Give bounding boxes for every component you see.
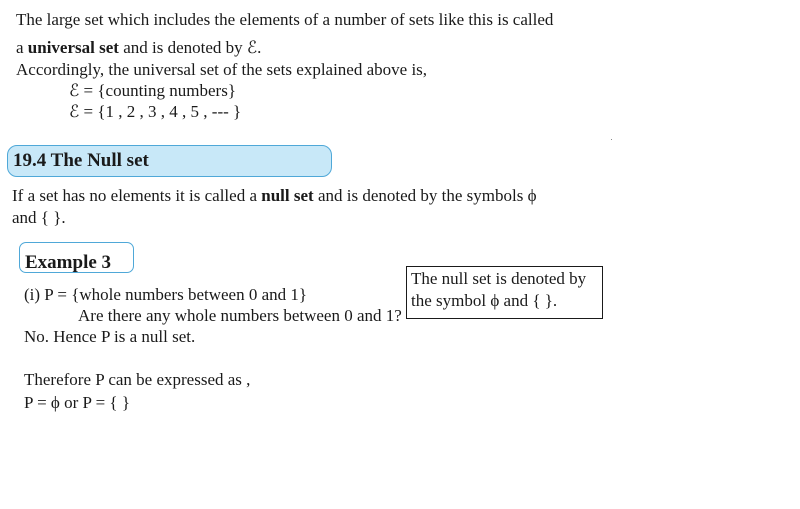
example-answer: No. Hence P is a null set. xyxy=(24,327,196,346)
note-box xyxy=(406,266,603,319)
example-heading: Example 3 xyxy=(25,252,112,273)
note-line-2: the symbol ϕ and { }. xyxy=(411,291,558,310)
example-item-i: (i) P = {whole numbers between 0 and 1} xyxy=(24,285,308,304)
null-set-definition-line-2: and { }. xyxy=(12,208,66,227)
note-line-1: The null set is denoted by xyxy=(411,269,587,288)
example-question: Are there any whole numbers between 0 and 1? xyxy=(78,306,402,325)
intro-line-2-pre: a xyxy=(16,38,28,57)
example-heading-box xyxy=(19,242,134,273)
null-set-definition xyxy=(12,186,537,206)
definition-post: and is denoted by the symbols ϕ xyxy=(313,186,537,205)
example-expression: P = ϕ or P = { } xyxy=(24,393,131,412)
stray-mark xyxy=(611,139,612,140)
example-therefore: Therefore P can be expressed as , xyxy=(24,370,251,389)
universal-set-equation-2: ℰ = {1 , 2 , 3 , 4 , 5 , --- } xyxy=(69,102,242,121)
definition-pre: If a set has no elements it is called a xyxy=(12,186,262,205)
section-heading-box xyxy=(7,145,332,177)
intro-line-3: Accordingly, the universal set of the sets explained above is, xyxy=(16,60,428,79)
universal-set-equation-1: ℰ = {counting numbers} xyxy=(69,81,236,100)
intro-line-2-post: and is denoted by ℰ. xyxy=(118,38,262,57)
intro-line-1: The large set which includes the elements of a number of sets like this is called xyxy=(16,10,554,29)
null-set-term: null set xyxy=(261,186,314,205)
universal-set-term: universal set xyxy=(27,38,119,57)
section-heading: 19.4 The Null set xyxy=(13,150,149,171)
intro-line-2 xyxy=(16,38,261,58)
